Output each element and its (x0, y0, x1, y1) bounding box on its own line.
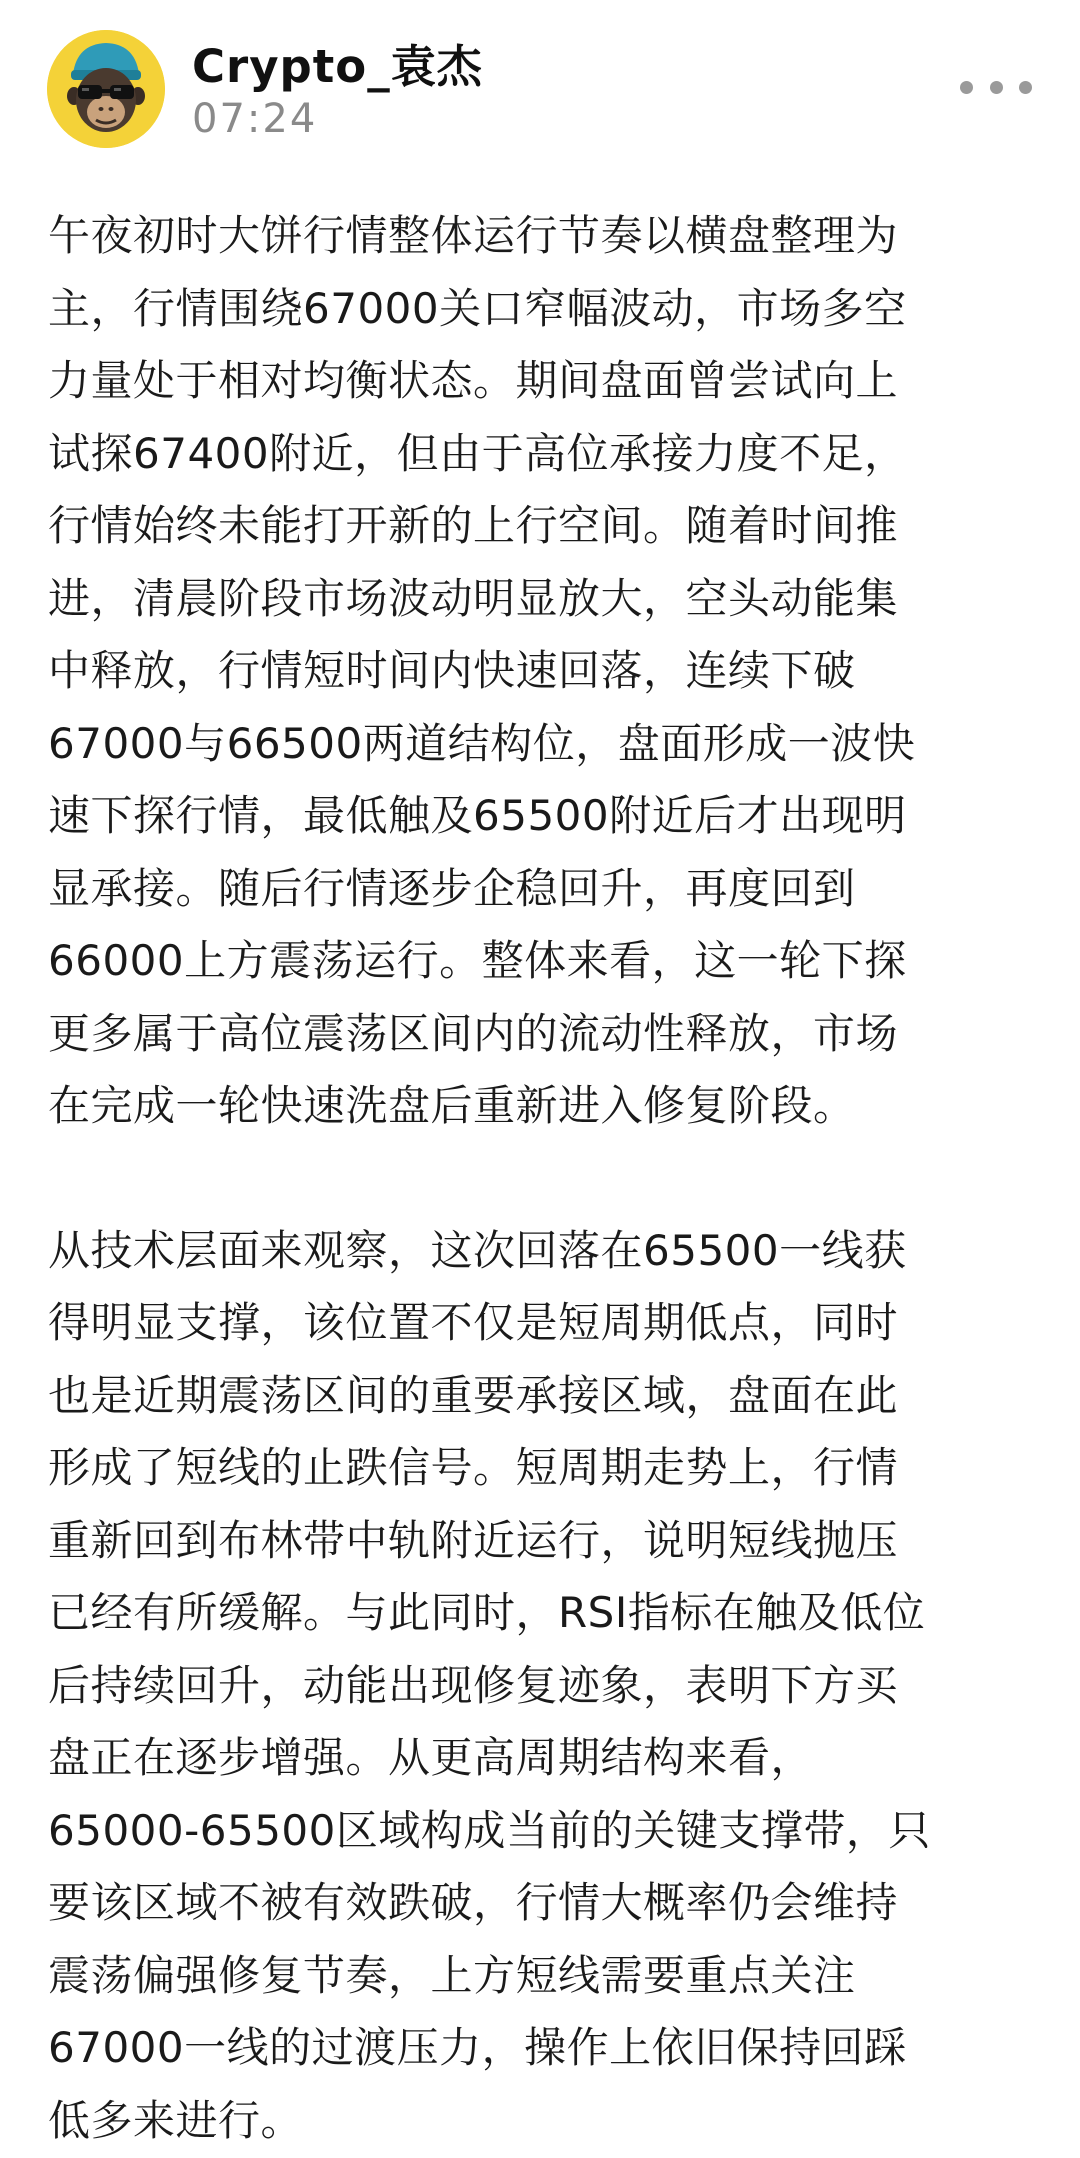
more-options-button[interactable] (960, 70, 1032, 104)
monkey-sunglasses-avatar-icon (47, 30, 165, 148)
post-paragraph: 从技术层面来观察，这次回落在65500一线获 得明显支撑，该位置不仅是短周期低点，同时 也是近期震荡区间的重要承接区域，盘面在此 形成了短线的止跌信号。短周期走势上，行情 重新回到布林带中轨附近运行，说明短线抛压 已经有所缓解。与此同时，RSI指标在触及低位 后持续回升，动能出现修复迹象，表明下方买 盘正在逐步增强。从更高周期结构来看， 65000-65500区域构成当前的关键支撑带，只 要该区域不被有效跌破，行情大概率仍会维持 震荡偏强修复节奏，上方短线需要重点关注 67000一线的过渡压力，操作上依旧保持回踩 低多来进行。 (48, 1225, 931, 2145)
more-dots-icon (960, 81, 973, 94)
post-header (0, 0, 1080, 160)
more-dots-icon (1019, 81, 1032, 94)
post-paragraph: 午夜初时大饼行情整体运行节奏以横盘整理为 主，行情围绕67000关口窄幅波动，市场多空 力量处于相对均衡状态。期间盘面曾尝试向上 试探67400附近，但由于高位承接力度不足， 行情始终未能打开新的上行空间。随着时间推 进，清晨阶段市场波动明显放大，空头动能集 中释放，行情短时间内快速回落，连续下破 67000与66500两道结构位，盘面形成一波快 速下探行情，最低触及65500附近后才出现明 显承接。随后行情逐步企稳回升，再度回到 66000上方震荡运行。整体来看，这一轮下探 更多属于高位震荡区间内的流动性释放，市场 在完成一轮快速洗盘后重新进入修复阶段。 (48, 211, 916, 1130)
author-avatar[interactable] (47, 30, 165, 148)
author-name[interactable]: Crypto_袁杰 (192, 40, 483, 93)
post-body (48, 200, 1038, 2157)
more-dots-icon (990, 81, 1003, 94)
post-timestamp: 07:24 (192, 96, 318, 142)
